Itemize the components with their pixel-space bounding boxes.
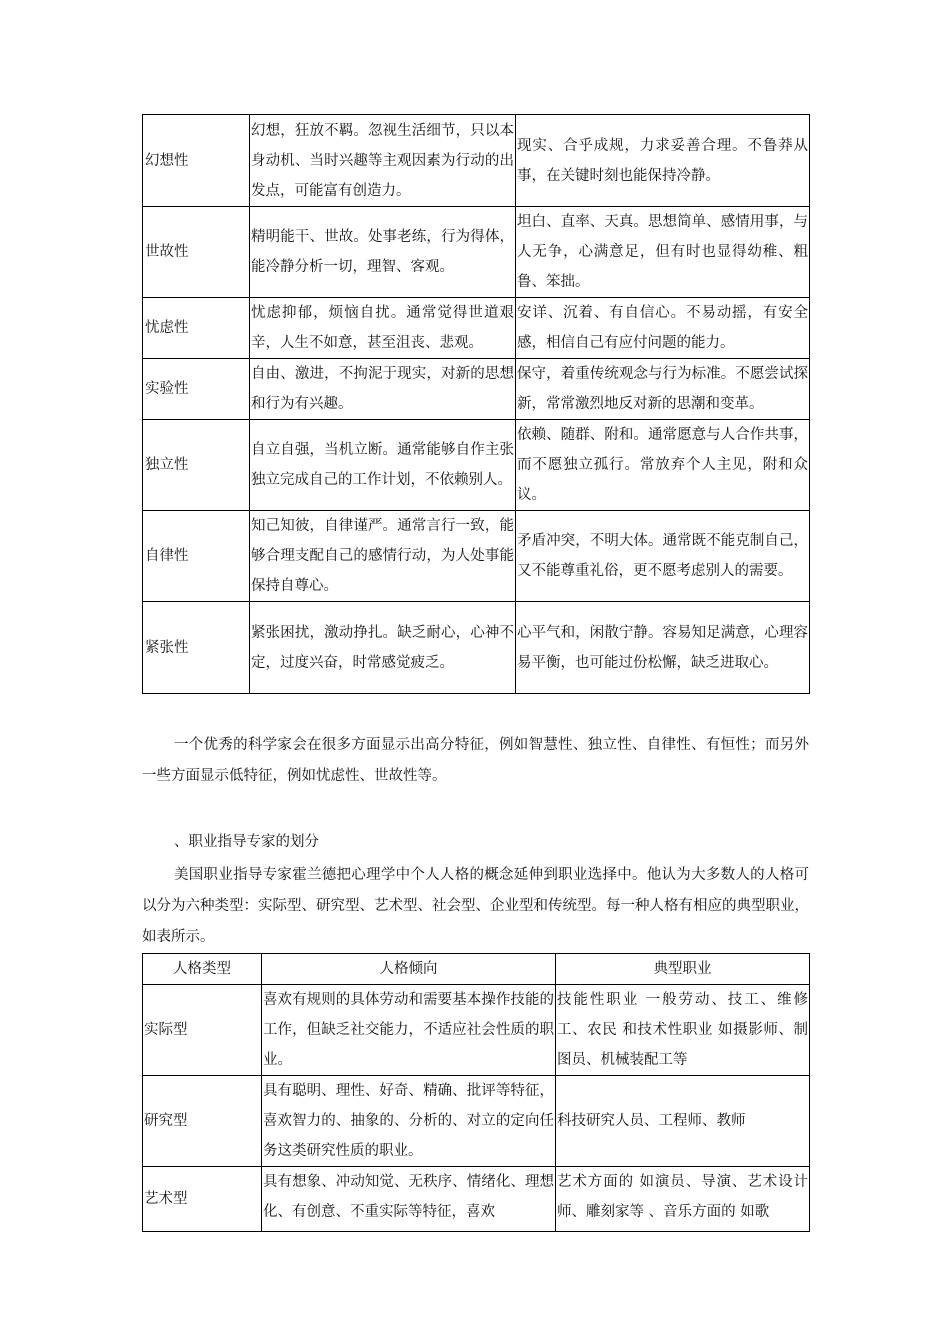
- table-row: [143, 115, 810, 207]
- personality-type: 艺术型: [143, 1167, 262, 1232]
- personality-type: 研究型: [143, 1076, 262, 1167]
- jobs-text: 艺术方面的 如演员、导演、艺术设计师、雕刻家等 、音乐方面的 如歌: [557, 1174, 808, 1220]
- column-header: 典型职业: [556, 954, 810, 985]
- trait-name: 世故性: [143, 207, 250, 298]
- table-row: [143, 985, 810, 1076]
- table-row: [143, 1076, 810, 1167]
- personality-tendency: 具有聪明、理性、好奇、精确、批评等特征，喜欢智力的、抽象的、分析的、对立的定向任务这类研究性质的职业。: [262, 1076, 556, 1167]
- column-header: 人格倾向: [262, 954, 556, 985]
- personality-traits-table: [142, 114, 810, 694]
- trait-low-description: 矛盾冲突，不明大体。通常既不能克制自己，又不能尊重礼俗，更不愿考虑别人的需要。: [516, 511, 810, 602]
- column-header: 人格类型: [143, 954, 262, 985]
- trait-high-description: 忧虑抑郁，烦恼自扰。通常觉得世道艰辛，人生不如意，甚至沮丧、悲观。: [250, 298, 516, 359]
- trait-low-description: 安详、沉着、有自信心。不易动摇，有安全感，相信自己有应付问题的能力。: [516, 298, 810, 359]
- personality-tendency: [262, 1167, 556, 1232]
- trait-low-description: 现实、合乎成规，力求妥善合理。不鲁莽从事，在关键时刻也能保持冷静。: [516, 115, 810, 207]
- trait-low-description: 保守，着重传统观念与行为标准。不愿尝试探新，常常激烈地反对新的思潮和变革。: [516, 359, 810, 420]
- trait-name: 实验性: [143, 359, 250, 420]
- table-row: [143, 298, 810, 359]
- trait-low-description: 依赖、随群、附和。通常愿意与人合作共事，而不愿独立孤行。常放弃个人主见，附和众议。: [516, 420, 810, 511]
- trait-high-description: 精明能干、世故。处事老练，行为得体，能冷静分析一切，理智、客观。: [250, 207, 516, 298]
- table-header-row: [143, 954, 810, 985]
- body-paragraph: 一个优秀的科学家会在很多方面显示出高分特征，例如智慧性、独立性、自律性、有恒性；而另外一些方面显示低特征，例如忧虑性、世故性等。: [142, 737, 809, 784]
- trait-high-description: 幻想，狂放不羁。忽视生活细节，只以本身动机、当时兴趣等主观因素为行动的出发点，可能富有创造力。: [250, 115, 516, 207]
- typical-jobs: [556, 1167, 810, 1232]
- trait-low-description: 坦白、直率、天真。思想简单、感情用事，与人无争，心满意足，但有时也显得幼稚、粗鲁、笨拙。: [516, 207, 810, 298]
- trait-high-description: 自由、激进，不拘泥于现实，对新的思想和行为有兴趣。: [250, 359, 516, 420]
- table-row: [143, 1167, 810, 1232]
- personality-type: 实际型: [143, 985, 262, 1076]
- career-types-table: [142, 953, 810, 1232]
- typical-jobs: 科技研究人员、工程师、教师: [556, 1076, 810, 1167]
- trait-name: 幻想性: [143, 115, 250, 207]
- table-row: [143, 359, 810, 420]
- trait-high-description: 自立自强，当机立断。通常能够自作主张独立完成自己的工作计划，不依赖别人。: [250, 420, 516, 511]
- table-row: [143, 207, 810, 298]
- typical-jobs: 技能性职业 一般劳动、技工、维修工、农民 和技术性职业 如摄影师、制图员、机械装配工等: [556, 985, 810, 1076]
- trait-name: 紧张性: [143, 602, 250, 694]
- body-paragraph: 美国职业指导专家霍兰德把心理学中个人人格的概念延伸到职业选择中。他认为大多数人的人格可以分为六种类型：实际型、研究型、艺术型、社会型、企业型和传统型。每一种人格有相应的典型职业，如表所示。: [142, 867, 809, 945]
- table-row: [143, 420, 810, 511]
- trait-low-description: 心平气和，闲散宁静。容易知足满意，心理容易平衡，也可能过份松懈，缺乏进取心。: [516, 602, 810, 694]
- trait-name: 自律性: [143, 511, 250, 602]
- table-row: [143, 602, 810, 694]
- trait-name: 忧虑性: [143, 298, 250, 359]
- personality-tendency: 喜欢有规则的具体劳动和需要基本操作技能的工作，但缺乏社交能力，不适应社会性质的职业。: [262, 985, 556, 1076]
- trait-high-description: 知己知彼，自律谨严。通常言行一致，能够合理支配自己的感情行动，为人处事能保持自尊心。: [250, 511, 516, 602]
- trait-name: 独立性: [143, 420, 250, 511]
- section-heading: 、职业指导专家的划分: [174, 834, 319, 850]
- trait-high-description: 紧张困扰，激动挣扎。缺乏耐心，心神不定，过度兴奋，时常感觉疲乏。: [250, 602, 516, 694]
- tendency-text: 具有想象、冲动知觉、无秩序、情绪化、理想化、有创意、不重实际等特征，喜欢: [263, 1174, 554, 1220]
- table-row: [143, 511, 810, 602]
